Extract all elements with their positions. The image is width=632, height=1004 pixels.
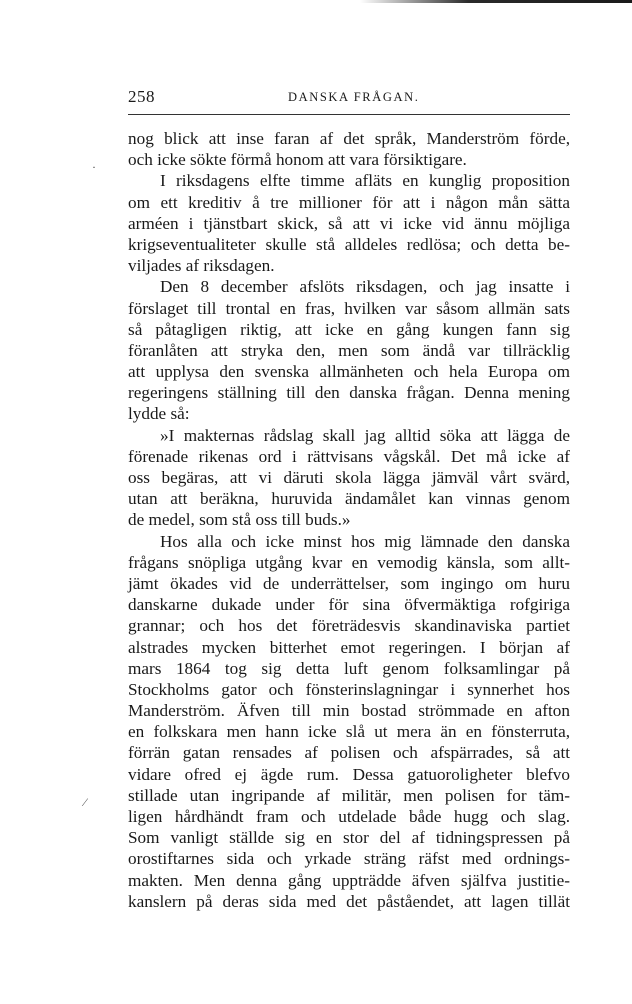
text-line: krigseventualiteter skulle stå alldeles redlösa; och detta be- — [128, 234, 570, 254]
margin-mark-stroke: ⁄ — [84, 795, 87, 809]
text-line: Som vanligt ställde sig en stor del af tidningspressen på — [128, 828, 570, 848]
text-line: makten. Men denna gång uppträdde äfven själfva justitie- — [128, 870, 570, 890]
text-line: grannar; och hos det företrädesvis skandinaviska partiet — [128, 616, 570, 636]
text-line: Stockholms gator och fönsterinslagningar i synnerhet hos — [128, 679, 570, 699]
body-text — [128, 128, 570, 912]
text-line: vidare ofred ej ägde rum. Dessa gatuoroligheter blefvo — [128, 764, 570, 784]
text-line: så påtagligen riktig, att icke en gång kungen fann sig — [128, 319, 570, 339]
text-line: stillade utan ingripande af militär, men polisen for täm- — [128, 785, 570, 805]
text-line: jämt ökades vid de underrättelser, som ingingo om huru — [128, 573, 570, 593]
text-line: föranlåten att stryka den, men som ändå var tillräcklig — [128, 340, 570, 360]
text-line: mars 1864 tog sig detta luft genom folksamlingar på — [128, 658, 570, 678]
margin-mark-dot: · — [92, 160, 96, 174]
text-line: frågans snöpliga utgång kvar en vemodig känsla, som allt- — [128, 552, 570, 572]
text-line: regeringens ställning till den danska frågan. Denna mening — [128, 383, 570, 403]
running-head: DANSKA FRÅGAN. — [288, 90, 420, 104]
text-line: de medel, som stå oss till buds.» — [128, 510, 351, 530]
page-header — [128, 87, 570, 109]
text-line: nog blick att inse faran af det språk, Manderström förde, — [128, 129, 570, 148]
text-line: en folkskara men hann icke slå ut mera än en fönsterruta, — [128, 722, 570, 742]
text-line: Hos alla och icke minst hos mig lämnade den danska — [160, 531, 570, 551]
text-line: danskarne dukade under för sina öfvermäktiga rofgiriga — [128, 595, 570, 615]
text-line: förslaget till trontal en fras, hvilken var såsom allmän sats — [128, 298, 570, 318]
text-line: förrän gatan rensades af polisen och afspärrades, så att — [128, 743, 570, 763]
text-line: I riksdagens elfte timme afläts en kunglig proposition — [160, 171, 570, 191]
text-line: att upplysa den svenska allmänheten och hela Europa om — [128, 362, 570, 382]
text-line: oss begäras, att vi däruti skola lägga jämväl vårt svärd, — [128, 468, 570, 487]
text-line: kanslern på deras sida med det påståendet, att lagen tillät — [128, 891, 570, 911]
text-line: viljades af riksdagen. — [128, 256, 275, 276]
text-line: Manderström. Äfven till min bostad strömmade en afton — [128, 701, 570, 721]
text-line: om ett kreditiv å tre millioner för att i någon mån sätta — [128, 192, 570, 212]
text-line: orostiftarnes sida och yrkade sträng räfst med ordnings- — [128, 849, 570, 869]
header-rule — [128, 114, 570, 115]
page-edge-shadow — [360, 0, 632, 3]
page-number: 258 — [128, 87, 155, 106]
text-line: och icke sökte förmå honom att vara försiktigare. — [128, 150, 467, 170]
text-line: utan att beräkna, huruvida ändamålet kan vinnas genom — [128, 489, 570, 509]
text-line: Den 8 december afslöts riksdagen, och jag insatte i — [160, 277, 570, 297]
text-line: ligen hårdhändt fram och utdelade både hugg och slag. — [128, 807, 570, 826]
text-line: alstrades mycken bitterhet emot regeringen. I början af — [128, 637, 570, 657]
text-line: arméen i tjänstbart skick, så att vi icke vid ännu möjliga — [128, 213, 570, 233]
text-line: »I makternas rådslag skall jag alltid söka att lägga de — [160, 425, 570, 445]
text-line: lydde så: — [128, 404, 190, 424]
text-line: förenade rikenas ord i rättvisans vågskål. Det må icke af — [128, 446, 570, 466]
